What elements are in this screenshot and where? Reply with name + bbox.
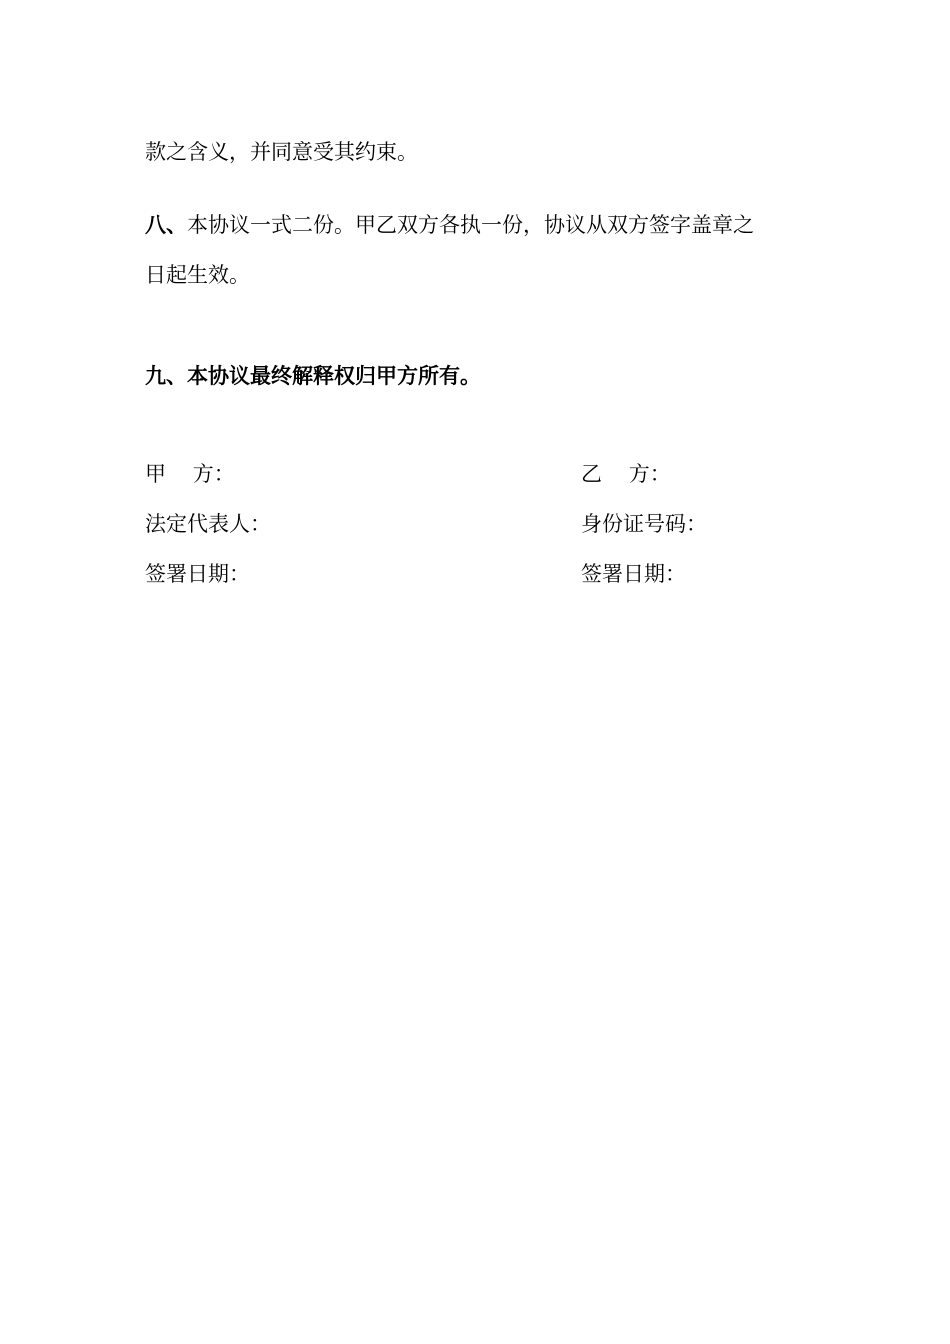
clause-8-line-2: 日起生效。 [145, 263, 250, 287]
party-a-label: 甲 方： [145, 462, 235, 486]
party-b-id-number: 身份证号码： [581, 512, 707, 536]
clause-8-line-1 [145, 211, 754, 239]
party-b-label: 乙 方： [581, 462, 671, 486]
party-b-date: 签署日期： [581, 562, 686, 586]
clause-continuation: 款之含义，并同意受其约束。 [145, 140, 418, 164]
clause-8-text: 本协议一式二份。甲乙双方各执一份，协议从双方签字盖章之 [187, 213, 754, 237]
clause-8-number: 八、 [145, 212, 187, 237]
party-a-representative: 法定代表人： [145, 512, 271, 536]
clause-9: 九、本协议最终解释权归甲方所有。 [145, 363, 481, 388]
party-a-date: 签署日期： [145, 562, 250, 586]
